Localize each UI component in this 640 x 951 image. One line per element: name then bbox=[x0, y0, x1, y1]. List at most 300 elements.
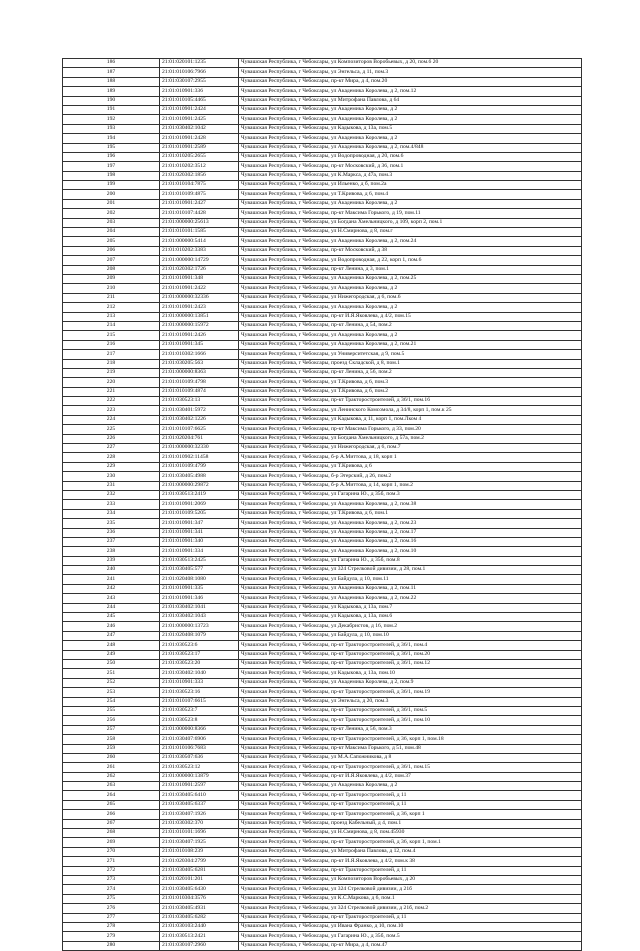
table-row bbox=[63, 472, 582, 481]
row-number-cell: 264 bbox=[63, 791, 160, 800]
address-cell: Чувашская Республика, г Чебоксары, пр-кт Ленина, д 56, пом.2 bbox=[239, 368, 582, 377]
cadastral-number-cell: 21:01:010202:3383 bbox=[160, 246, 239, 255]
cadastral-number-cell: 21:01:030523:8 bbox=[160, 716, 239, 725]
table-row bbox=[63, 87, 582, 96]
property-register-table bbox=[62, 58, 582, 951]
table-row bbox=[63, 810, 582, 819]
address-cell: Чувашская Республика, г Чебоксары, проезд Кабельный, д 4, пом.1 bbox=[239, 819, 582, 828]
address-cell: Чувашская Республика, г Чебоксары, пр-кт Московский, д 36, пом.1 bbox=[239, 162, 582, 171]
row-number-cell: 234 bbox=[63, 509, 160, 518]
address-cell: Чувашская Республика, г Чебоксары, пр-кт Ленина, д 56, пом.3 bbox=[239, 725, 582, 734]
table-row bbox=[63, 228, 582, 237]
cadastral-number-cell: 21:01:030523:16 bbox=[160, 688, 239, 697]
address-cell: Чувашская Республика, г Чебоксары, ул Кадыкова, д 13а, пом.7 bbox=[239, 603, 582, 612]
table-row bbox=[63, 528, 582, 537]
row-number-cell: 275 bbox=[63, 894, 160, 903]
row-number-cell: 271 bbox=[63, 857, 160, 866]
cadastral-number-cell: 21:01:030405:6281 bbox=[160, 866, 239, 875]
table-row bbox=[63, 744, 582, 753]
row-number-cell: 280 bbox=[63, 941, 160, 950]
row-number-cell: 217 bbox=[63, 350, 160, 359]
table-row bbox=[63, 490, 582, 499]
row-number-cell: 220 bbox=[63, 378, 160, 387]
address-cell: Чувашская Республика, г Чебоксары, пр-кт Тракторостроителей, д 11 bbox=[239, 866, 582, 875]
cadastral-number-cell: 21:01:020101:1235 bbox=[160, 59, 239, 68]
table-row bbox=[63, 800, 582, 809]
table-row bbox=[63, 218, 582, 227]
cadastral-number-cell: 21:01:010902:11458 bbox=[160, 453, 239, 462]
table-row bbox=[63, 782, 582, 791]
cadastral-number-cell: 21:01:010901:345 bbox=[160, 340, 239, 349]
cadastral-number-cell: 21:01:010901:348 bbox=[160, 274, 239, 283]
row-number-cell: 218 bbox=[63, 359, 160, 368]
cadastral-number-cell: 21:01:030405:6337 bbox=[160, 800, 239, 809]
address-cell: Чувашская Республика, г Чебоксары, ул М.А.Сапожникова, д 8 bbox=[239, 753, 582, 762]
cadastral-number-cell: 21:01:010901:2426 bbox=[160, 331, 239, 340]
row-number-cell: 252 bbox=[63, 678, 160, 687]
table-row bbox=[63, 274, 582, 283]
table-row bbox=[63, 847, 582, 856]
table-row bbox=[63, 622, 582, 631]
address-cell: Чувашская Республика, г Чебоксары, ул Академика Королева, д 2, пом.24 bbox=[239, 237, 582, 246]
cadastral-number-cell: 21:01:030513:2419 bbox=[160, 490, 239, 499]
address-cell: Чувашская Республика, г Чебоксары, ул Ивана Франко, д 10, пом.10 bbox=[239, 922, 582, 931]
row-number-cell: 232 bbox=[63, 490, 160, 499]
table-row bbox=[63, 68, 582, 77]
cadastral-number-cell: 21:01:030407:6906 bbox=[160, 735, 239, 744]
cadastral-number-cell: 21:01:020302:1726 bbox=[160, 265, 239, 274]
cadastral-number-cell: 21:01:030402:1041 bbox=[160, 603, 239, 612]
row-number-cell: 265 bbox=[63, 800, 160, 809]
row-number-cell: 192 bbox=[63, 115, 160, 124]
cadastral-number-cell: 21:01:020204:761 bbox=[160, 434, 239, 443]
address-cell: Чувашская Республика, г Чебоксары, пр-кт Тракторостроителей, д 36/1, пом.10 bbox=[239, 716, 582, 725]
row-number-cell: 253 bbox=[63, 688, 160, 697]
cadastral-number-cell: 21:01:010205:2655 bbox=[160, 152, 239, 161]
row-number-cell: 200 bbox=[63, 190, 160, 199]
row-number-cell: 187 bbox=[63, 68, 160, 77]
table-row bbox=[63, 500, 582, 509]
address-cell: Чувашская Республика, г Чебоксары, ул Академика Королева, д 2, пом.25 bbox=[239, 274, 582, 283]
cadastral-number-cell: 21:01:030523:13 bbox=[160, 397, 239, 406]
address-cell: Чувашская Республика, г Чебоксары, ул Гагарина Ю., д 35б, пом.3 bbox=[239, 490, 582, 499]
table-row bbox=[63, 284, 582, 293]
row-number-cell: 201 bbox=[63, 199, 160, 208]
address-cell: Чувашская Республика, г Чебоксары, ул Академика Королева, д 2, пом.22 bbox=[239, 594, 582, 603]
address-cell: Чувашская Республика, г Чебоксары, пр-кт И.Я.Яковлева, д 4/2, пом.к 38 bbox=[239, 857, 582, 866]
address-cell: Чувашская Республика, г Чебоксары, ул Академика Королева, д 2, пом.17 bbox=[239, 528, 582, 537]
address-cell: Чувашская Республика, г Чебоксары, пр-кт Тракторостроителей, д 36/1, пом.20 bbox=[239, 650, 582, 659]
row-number-cell: 269 bbox=[63, 838, 160, 847]
cadastral-number-cell: 21:01:000000:8363 bbox=[160, 368, 239, 377]
row-number-cell: 222 bbox=[63, 397, 160, 406]
address-cell: Чувашская Республика, г Чебоксары, ул Академика Королева, д 2, пом.12 bbox=[239, 87, 582, 96]
row-number-cell: 266 bbox=[63, 810, 160, 819]
address-cell: Чувашская Республика, г Чебоксары, пр-кт Максима Горького, д 51, пом.48 bbox=[239, 744, 582, 753]
cadastral-number-cell: 21:01:030523:17 bbox=[160, 650, 239, 659]
cadastral-number-cell: 21:01:030405:4988 bbox=[160, 472, 239, 481]
cadastral-number-cell: 21:01:020408:1079 bbox=[160, 631, 239, 640]
table-row bbox=[63, 293, 582, 302]
cadastral-number-cell: 21:01:010101:1696 bbox=[160, 829, 239, 838]
table-row bbox=[63, 772, 582, 781]
address-cell: Чувашская Республика, г Чебоксары, ул Университетская, д 9, пом.5 bbox=[239, 350, 582, 359]
address-cell: Чувашская Республика, г Чебоксары, ул 324 Стрелковой дивизии, д 21б, пом.2 bbox=[239, 904, 582, 913]
table-row bbox=[63, 115, 582, 124]
row-number-cell: 203 bbox=[63, 218, 160, 227]
address-cell: Чувашская Республика, г Чебоксары, проезд Складской, д 8, пом.1 bbox=[239, 359, 582, 368]
table-row bbox=[63, 875, 582, 884]
cadastral-number-cell: 21:01:010108:239 bbox=[160, 847, 239, 856]
table-row bbox=[63, 631, 582, 640]
row-number-cell: 257 bbox=[63, 725, 160, 734]
row-number-cell: 233 bbox=[63, 500, 160, 509]
cadastral-number-cell: 21:01:020408:1080 bbox=[160, 575, 239, 584]
table-row bbox=[63, 181, 582, 190]
row-number-cell: 204 bbox=[63, 228, 160, 237]
address-cell: Чувашская Республика, г Чебоксары, ул Байдула, д 10, пом.10 bbox=[239, 631, 582, 640]
table-row bbox=[63, 453, 582, 462]
table-row bbox=[63, 96, 582, 105]
address-cell: Чувашская Республика, г Чебоксары, б-р Эгерский, д 26, пом.2 bbox=[239, 472, 582, 481]
address-cell: Чувашская Республика, г Чебоксары, ул Академика Королева, д 2, пом.9 bbox=[239, 678, 582, 687]
row-number-cell: 214 bbox=[63, 321, 160, 330]
table-row bbox=[63, 932, 582, 941]
address-cell: Чувашская Республика, г Чебоксары, пр-кт Тракторостроителей, д 36/1, пом.12 bbox=[239, 660, 582, 669]
cadastral-number-cell: 21:01:010901:2424 bbox=[160, 105, 239, 114]
table-row bbox=[63, 913, 582, 922]
table-row bbox=[63, 406, 582, 415]
address-cell: Чувашская Республика, г Чебоксары, ул Гагарина Ю., д 35б, пом.5 bbox=[239, 932, 582, 941]
cadastral-number-cell: 21:01:010107:6615 bbox=[160, 697, 239, 706]
cadastral-number-cell: 21:01:010901:2589 bbox=[160, 143, 239, 152]
address-cell: Чувашская Республика, г Чебоксары, пр-кт Мира, д 4, пом.20 bbox=[239, 77, 582, 86]
row-number-cell: 231 bbox=[63, 481, 160, 490]
address-cell: Чувашская Республика, г Чебоксары, ул Академика Королева, д 2, пом.38 bbox=[239, 500, 582, 509]
cadastral-number-cell: 21:01:000000:13879 bbox=[160, 772, 239, 781]
table-row bbox=[63, 415, 582, 424]
row-number-cell: 255 bbox=[63, 706, 160, 715]
row-number-cell: 216 bbox=[63, 340, 160, 349]
table-body bbox=[63, 59, 582, 951]
address-cell: Чувашская Республика, г Чебоксары, ул Т.Кривова, д 6, пом.2 bbox=[239, 387, 582, 396]
address-cell: Чувашская Республика, г Чебоксары, ул Академика Королева, д 2 bbox=[239, 782, 582, 791]
address-cell: Чувашская Республика, г Чебоксары, пр-кт Тракторостроителей, д 11 bbox=[239, 791, 582, 800]
table-row bbox=[63, 387, 582, 396]
row-number-cell: 270 bbox=[63, 847, 160, 856]
row-number-cell: 198 bbox=[63, 171, 160, 180]
table-row bbox=[63, 641, 582, 650]
address-cell: Чувашская Республика, г Чебоксары, пр-кт Тракторостроителей, д 11 bbox=[239, 800, 582, 809]
row-number-cell: 246 bbox=[63, 622, 160, 631]
table-row bbox=[63, 575, 582, 584]
address-cell: Чувашская Республика, г Чебоксары, пр-кт Мира, д 4, пом.47 bbox=[239, 941, 582, 950]
table-row bbox=[63, 866, 582, 875]
table-row bbox=[63, 462, 582, 471]
cadastral-number-cell: 21:01:010901:2427 bbox=[160, 199, 239, 208]
cadastral-number-cell: 21:01:010901:2597 bbox=[160, 782, 239, 791]
address-cell: Чувашская Республика, г Чебоксары, ул Декабристов, д 16, пом.2 bbox=[239, 622, 582, 631]
address-cell: Чувашская Республика, г Чебоксары, ул Энгельса, д 11, пом.3 bbox=[239, 68, 582, 77]
table-row bbox=[63, 162, 582, 171]
table-row bbox=[63, 669, 582, 678]
cadastral-number-cell: 21:01:030405:6410 bbox=[160, 791, 239, 800]
table-row bbox=[63, 77, 582, 86]
row-number-cell: 262 bbox=[63, 772, 160, 781]
cadastral-number-cell: 21:01:000000:14729 bbox=[160, 256, 239, 265]
cadastral-number-cell: 21:01:030401:5972 bbox=[160, 406, 239, 415]
table-row bbox=[63, 603, 582, 612]
row-number-cell: 263 bbox=[63, 782, 160, 791]
row-number-cell: 276 bbox=[63, 904, 160, 913]
row-number-cell: 202 bbox=[63, 209, 160, 218]
address-cell: Чувашская Республика, г Чебоксары, ул Академика Королева, д 2 bbox=[239, 105, 582, 114]
address-cell: Чувашская Республика, г Чебоксары, ул К.Маркса, д 47а, пом.3 bbox=[239, 171, 582, 180]
cadastral-number-cell: 21:01:020302:1856 bbox=[160, 171, 239, 180]
table-row bbox=[63, 716, 582, 725]
cadastral-number-cell: 21:01:010901:346 bbox=[160, 594, 239, 603]
row-number-cell: 215 bbox=[63, 331, 160, 340]
cadastral-number-cell: 21:01:000000:15972 bbox=[160, 321, 239, 330]
row-number-cell: 189 bbox=[63, 87, 160, 96]
row-number-cell: 206 bbox=[63, 246, 160, 255]
address-cell: Чувашская Республика, г Чебоксары, ул Нижегородская, д 6, пом.6 bbox=[239, 293, 582, 302]
table-row bbox=[63, 171, 582, 180]
row-number-cell: 221 bbox=[63, 387, 160, 396]
cadastral-number-cell: 21:01:010105:4465 bbox=[160, 96, 239, 105]
table-row bbox=[63, 359, 582, 368]
row-number-cell: 197 bbox=[63, 162, 160, 171]
row-number-cell: 247 bbox=[63, 631, 160, 640]
table-row bbox=[63, 350, 582, 359]
address-cell: Чувашская Республика, г Чебоксары, ул Академика Королева, д 2, пом.21 bbox=[239, 340, 582, 349]
table-row bbox=[63, 190, 582, 199]
table-row bbox=[63, 340, 582, 349]
cadastral-number-cell: 21:01:010109:4874 bbox=[160, 387, 239, 396]
table-row bbox=[63, 331, 582, 340]
cadastral-number-cell: 21:01:030103:2440 bbox=[160, 922, 239, 931]
cadastral-number-cell: 21:01:030523:12 bbox=[160, 763, 239, 772]
address-cell: Чувашская Республика, г Чебоксары, пр-кт Тракторостроителей, д 11 bbox=[239, 913, 582, 922]
table-row bbox=[63, 857, 582, 866]
table-row bbox=[63, 143, 582, 152]
table-row bbox=[63, 678, 582, 687]
cadastral-number-cell: 21:01:030402:1042 bbox=[160, 124, 239, 133]
cadastral-number-cell: 21:01:030402:1043 bbox=[160, 613, 239, 622]
table-row bbox=[63, 152, 582, 161]
table-row bbox=[63, 894, 582, 903]
row-number-cell: 205 bbox=[63, 237, 160, 246]
row-number-cell: 238 bbox=[63, 547, 160, 556]
table-row bbox=[63, 134, 582, 143]
address-cell: Чувашская Республика, г Чебоксары, б-р А.Миттова, д 18, корп 1 bbox=[239, 453, 582, 462]
table-row bbox=[63, 321, 582, 330]
row-number-cell: 195 bbox=[63, 143, 160, 152]
address-cell: Чувашская Республика, г Чебоксары, пр-кт И.Я.Яковлева, д 4/2, пом.37 bbox=[239, 772, 582, 781]
cadastral-number-cell: 21:01:010104:7875 bbox=[160, 181, 239, 190]
cadastral-number-cell: 21:01:000000:29872 bbox=[160, 481, 239, 490]
table-row bbox=[63, 941, 582, 950]
address-cell: Чувашская Республика, г Чебоксары, пр-кт Тракторостроителей, д 36/1, пом.15 bbox=[239, 763, 582, 772]
cadastral-number-cell: 21:01:030205:563 bbox=[160, 359, 239, 368]
address-cell: Чувашская Республика, г Чебоксары, ул Академика Королева, д 2, пом.11 bbox=[239, 584, 582, 593]
table-row bbox=[63, 885, 582, 894]
address-cell: Чувашская Республика, г Чебоксары, пр-кт Московский, д 38 bbox=[239, 246, 582, 255]
table-row bbox=[63, 584, 582, 593]
cadastral-number-cell: 21:01:010901:2422 bbox=[160, 284, 239, 293]
cadastral-number-cell: 21:01:030402:1040 bbox=[160, 669, 239, 678]
address-cell: Чувашская Республика, г Чебоксары, пр-кт Тракторостроителей, д 36, корп 1, пом.1 bbox=[239, 838, 582, 847]
address-cell: Чувашская Республика, г Чебоксары, пр-кт Максима Горького, д 33, пом.20 bbox=[239, 425, 582, 434]
cadastral-number-cell: 21:01:010901:347 bbox=[160, 519, 239, 528]
cadastral-number-cell: 21:01:000000:8366 bbox=[160, 725, 239, 734]
cadastral-number-cell: 21:01:030402:1226 bbox=[160, 415, 239, 424]
address-cell: Чувашская Республика, г Чебоксары, ул Академика Королева, д 2 bbox=[239, 284, 582, 293]
address-cell: Чувашская Республика, г Чебоксары, ул Академика Королева, д 2 bbox=[239, 303, 582, 312]
cadastral-number-cell: 21:01:010901:2423 bbox=[160, 303, 239, 312]
row-number-cell: 244 bbox=[63, 603, 160, 612]
table-row bbox=[63, 613, 582, 622]
table-row bbox=[63, 312, 582, 321]
address-cell: Чувашская Республика, г Чебоксары, пр-кт Тракторостроителей, д 36/1, пом.19 bbox=[239, 688, 582, 697]
cadastral-number-cell: 21:01:010107:4428 bbox=[160, 209, 239, 218]
table-row bbox=[63, 725, 582, 734]
cadastral-number-cell: 21:01:010901:340 bbox=[160, 537, 239, 546]
address-cell: Чувашская Республика, г Чебоксары, ул Митрофана Павлова, д 64 bbox=[239, 96, 582, 105]
cadastral-number-cell: 21:01:020101:201 bbox=[160, 875, 239, 884]
cadastral-number-cell: 21:01:010901:2069 bbox=[160, 500, 239, 509]
address-cell: Чувашская Республика, г Чебоксары, ул Гагарина Ю., д 35б, пом.8 bbox=[239, 556, 582, 565]
table-row bbox=[63, 256, 582, 265]
cadastral-number-cell: 21:01:000000:13851 bbox=[160, 312, 239, 321]
row-number-cell: 248 bbox=[63, 641, 160, 650]
table-row bbox=[63, 838, 582, 847]
row-number-cell: 207 bbox=[63, 256, 160, 265]
cadastral-number-cell: 21:01:030523:7 bbox=[160, 706, 239, 715]
address-cell: Чувашская Республика, г Чебоксары, ул Н.Смирнова, д 8, пом.45930 bbox=[239, 829, 582, 838]
row-number-cell: 188 bbox=[63, 77, 160, 86]
address-cell: Чувашская Республика, г Чебоксары, ул Академика Королева, д 2, пом.4/848 bbox=[239, 143, 582, 152]
address-cell: Чувашская Республика, г Чебоксары, ул Богдана Хмельницкого, д 57а, пом.2 bbox=[239, 434, 582, 443]
table-row bbox=[63, 547, 582, 556]
cadastral-number-cell: 21:01:030405:6282 bbox=[160, 913, 239, 922]
address-cell: Чувашская Республика, г Чебоксары, ул Богдана Хмельницкого, д 109, корп 2, пом.1 bbox=[239, 218, 582, 227]
table-row bbox=[63, 791, 582, 800]
cadastral-number-cell: 21:01:010106:7683 bbox=[160, 744, 239, 753]
address-cell: Чувашская Республика, г Чебоксары, ул 324 Стрелковой дивизии, д 21б bbox=[239, 885, 582, 894]
cadastral-number-cell: 21:01:030302:370 bbox=[160, 819, 239, 828]
address-cell: Чувашская Республика, г Чебоксары, пр-кт И.Я.Яковлева, д 4/2, пом.15 bbox=[239, 312, 582, 321]
address-cell: Чувашская Республика, г Чебоксары, ул Композиторов Воробьевых, д 20, пом.6 20 bbox=[239, 59, 582, 68]
address-cell: Чувашская Республика, г Чебоксары, ул Кадыкова, д 13а, пом.5 bbox=[239, 124, 582, 133]
row-number-cell: 272 bbox=[63, 866, 160, 875]
address-cell: Чувашская Республика, г Чебоксары, ул Академика Королева, д 2, пом.23 bbox=[239, 519, 582, 528]
row-number-cell: 278 bbox=[63, 922, 160, 931]
row-number-cell: 226 bbox=[63, 434, 160, 443]
cadastral-number-cell: 21:01:030513:2425 bbox=[160, 556, 239, 565]
table-row bbox=[63, 556, 582, 565]
row-number-cell: 261 bbox=[63, 763, 160, 772]
table-row bbox=[63, 509, 582, 518]
table-row bbox=[63, 397, 582, 406]
address-cell: Чувашская Республика, г Чебоксары, ул Митрофана Павлова, д 12, пом.4 bbox=[239, 847, 582, 856]
row-number-cell: 194 bbox=[63, 134, 160, 143]
cadastral-number-cell: 21:01:030405:6430 bbox=[160, 885, 239, 894]
row-number-cell: 254 bbox=[63, 697, 160, 706]
address-cell: Чувашская Республика, г Чебоксары, ул Т.Кривова, д 6, пом.1 bbox=[239, 509, 582, 518]
row-number-cell: 229 bbox=[63, 462, 160, 471]
cadastral-number-cell: 21:01:010109:4799 bbox=[160, 462, 239, 471]
row-number-cell: 277 bbox=[63, 913, 160, 922]
address-cell: Чувашская Республика, г Чебоксары, ул Кадыкова, д 11, корп 1, пом.Лком 4 bbox=[239, 415, 582, 424]
address-cell: Чувашская Республика, г Чебоксары, ул Ильенко, д б, пом.2а bbox=[239, 181, 582, 190]
row-number-cell: 273 bbox=[63, 875, 160, 884]
table-row bbox=[63, 481, 582, 490]
cadastral-number-cell: 21:01:000000:32330 bbox=[160, 444, 239, 453]
address-cell: Чувашская Республика, г Чебоксары, ул Академика Королева, д 2 bbox=[239, 134, 582, 143]
table-row bbox=[63, 819, 582, 828]
row-number-cell: 242 bbox=[63, 584, 160, 593]
table-row bbox=[63, 660, 582, 669]
row-number-cell: 245 bbox=[63, 613, 160, 622]
table-row bbox=[63, 444, 582, 453]
row-number-cell: 190 bbox=[63, 96, 160, 105]
row-number-cell: 213 bbox=[63, 312, 160, 321]
row-number-cell: 251 bbox=[63, 669, 160, 678]
row-number-cell: 225 bbox=[63, 425, 160, 434]
row-number-cell: 239 bbox=[63, 556, 160, 565]
address-cell: Чувашская Республика, г Чебоксары, ул Академика Королева, д 2 bbox=[239, 115, 582, 124]
table-row bbox=[63, 303, 582, 312]
table-row bbox=[63, 735, 582, 744]
row-number-cell: 227 bbox=[63, 444, 160, 453]
row-number-cell: 235 bbox=[63, 519, 160, 528]
address-cell: Чувашская Республика, г Чебоксары, ул Т.Кривова, д 6 bbox=[239, 462, 582, 471]
address-cell: Чувашская Республика, г Чебоксары, ул Водопроводная, д 22, корп 1, пом.6 bbox=[239, 256, 582, 265]
cadastral-number-cell: 21:01:010109:4875 bbox=[160, 190, 239, 199]
row-number-cell: 268 bbox=[63, 829, 160, 838]
row-number-cell: 224 bbox=[63, 415, 160, 424]
table-row bbox=[63, 904, 582, 913]
row-number-cell: 186 bbox=[63, 59, 160, 68]
address-cell: Чувашская Республика, г Чебоксары, ул Н.Смирнова, д 8, пом.г bbox=[239, 228, 582, 237]
cadastral-number-cell: 21:01:010101:1585 bbox=[160, 228, 239, 237]
cadastral-number-cell: 21:01:010901:335 bbox=[160, 584, 239, 593]
table-row bbox=[63, 650, 582, 659]
row-number-cell: 241 bbox=[63, 575, 160, 584]
cadastral-number-cell: 21:01:010901:341 bbox=[160, 528, 239, 537]
table-row bbox=[63, 124, 582, 133]
table-row bbox=[63, 594, 582, 603]
address-cell: Чувашская Республика, г Чебоксары, ул Академика Королева, д 2, пом.16 bbox=[239, 537, 582, 546]
table-row bbox=[63, 425, 582, 434]
row-number-cell: 250 bbox=[63, 660, 160, 669]
cadastral-number-cell: 21:01:010901:336 bbox=[160, 87, 239, 96]
address-cell: Чувашская Республика, г Чебоксары, пр-кт Тракторостроителей, д 36/1, пом.16 bbox=[239, 397, 582, 406]
row-number-cell: 249 bbox=[63, 650, 160, 659]
row-number-cell: 211 bbox=[63, 293, 160, 302]
row-number-cell: 274 bbox=[63, 885, 160, 894]
address-cell: Чувашская Республика, г Чебоксары, ул Академика Королева, д 2, пом.10 bbox=[239, 547, 582, 556]
address-cell: Чувашская Республика, г Чебоксары, пр-кт Максима Горького, д 19, пом.11 bbox=[239, 209, 582, 218]
address-cell: Чувашская Республика, г Чебоксары, ул К.С.Маркова, д 6, пом.1 bbox=[239, 894, 582, 903]
row-number-cell: 260 bbox=[63, 753, 160, 762]
table-row bbox=[63, 199, 582, 208]
cadastral-number-cell: 21:01:010304:3576 bbox=[160, 894, 239, 903]
row-number-cell: 258 bbox=[63, 735, 160, 744]
row-number-cell: 199 bbox=[63, 181, 160, 190]
table-row bbox=[63, 697, 582, 706]
